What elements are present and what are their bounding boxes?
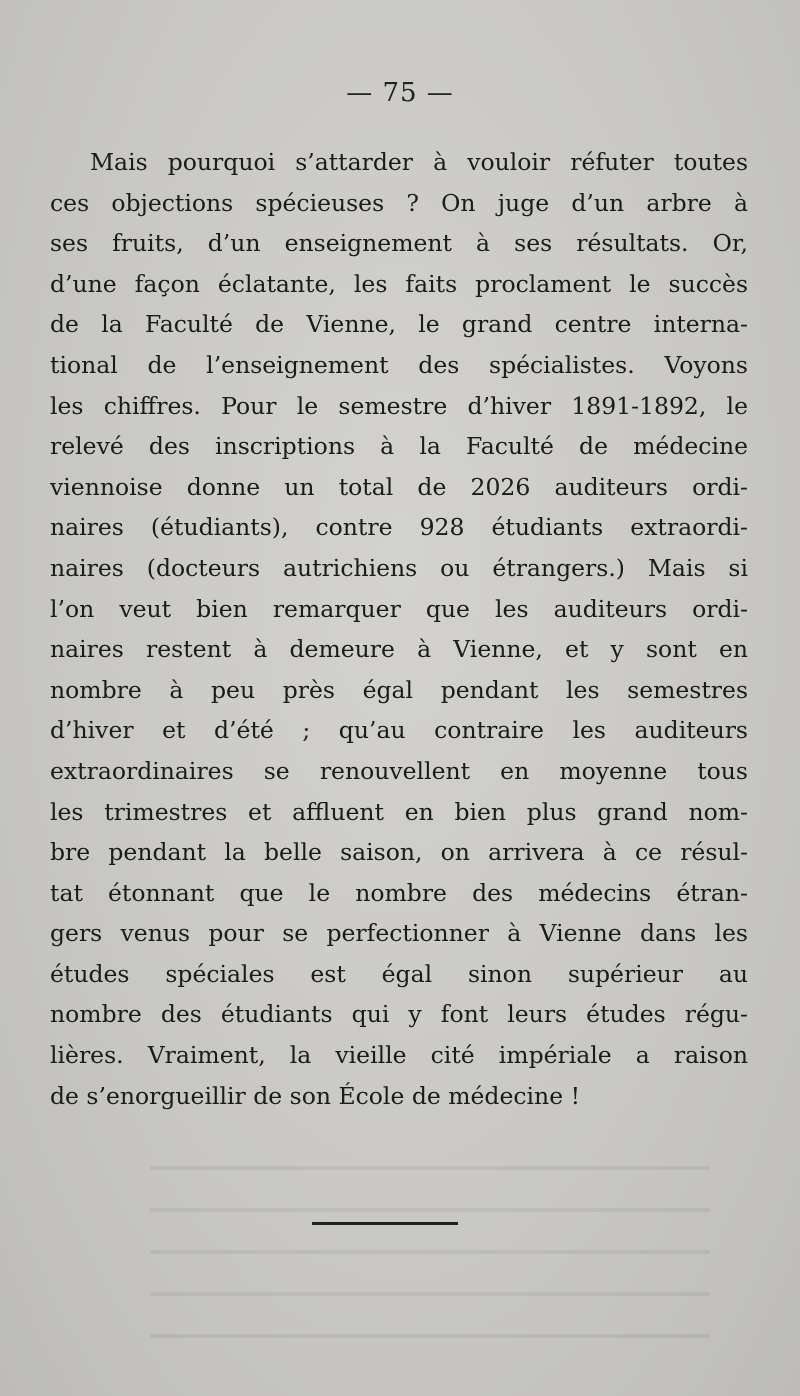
show-through-text [150,1140,710,1360]
text-line: naires restent à demeure à Vienne, et y sont en [50,635,748,664]
text-line: d’une façon éclatante, les faits proclament le succès [50,269,748,298]
text-line: gers venus pour se perfectionner à Vienne dans les [50,919,748,948]
text-line: tat étonnant que le nombre des médecins étran- [50,878,748,907]
text-line: naires (docteurs autrichiens ou étrangers.) Mais si [50,553,748,582]
text-line: nombre des étudiants qui y font leurs études régu- [50,1000,748,1029]
text-line: ses fruits, d’un enseignement à ses résultats. Or, [50,229,748,258]
text-line: lières. Vraiment, la vieille cité impériale a raison [50,1041,748,1070]
page-number: — 75 — [346,78,454,108]
text-line: bre pendant la belle saison, on arrivera à ce résul- [50,838,748,867]
text-line: Mais pourquoi s’attarder à vouloir réfuter toutes [90,148,748,176]
text-line: de la Faculté de Vienne, le grand centre interna- [50,310,748,339]
text-line: ces objections spécieuses ? On juge d’un arbre à [50,188,748,217]
text-line: naires (étudiants), contre 928 étudiants extraordi- [50,513,748,542]
text-line: les chiffres. Pour le semestre d’hiver 1891-1892, le [50,391,748,420]
text-line: extraordinaires se renouvellent en moyenne tous [50,756,748,785]
text-line: études spéciales est égal sinon supérieur au [50,959,748,988]
text-line: relevé des inscriptions à la Faculté de médecine [50,432,748,461]
text-line: de s’enorgueillir de son École de médecine ! [50,1081,581,1110]
text-line: d’hiver et d’été ; qu’au contraire les auditeurs [50,716,748,745]
text-line: viennoise donne un total de 2026 auditeurs ordi- [50,472,748,501]
body-paragraph [50,142,748,1116]
text-line: l’on veut bien remarquer que les auditeurs ordi- [50,594,748,623]
text-line: nombre à peu près égal pendant les semestres [50,675,748,704]
text-line: les trimestres et affluent en bien plus grand nom- [50,797,748,826]
section-end-rule [312,1222,458,1225]
text-line: tional de l’enseignement des spécialistes. Voyons [50,350,748,379]
